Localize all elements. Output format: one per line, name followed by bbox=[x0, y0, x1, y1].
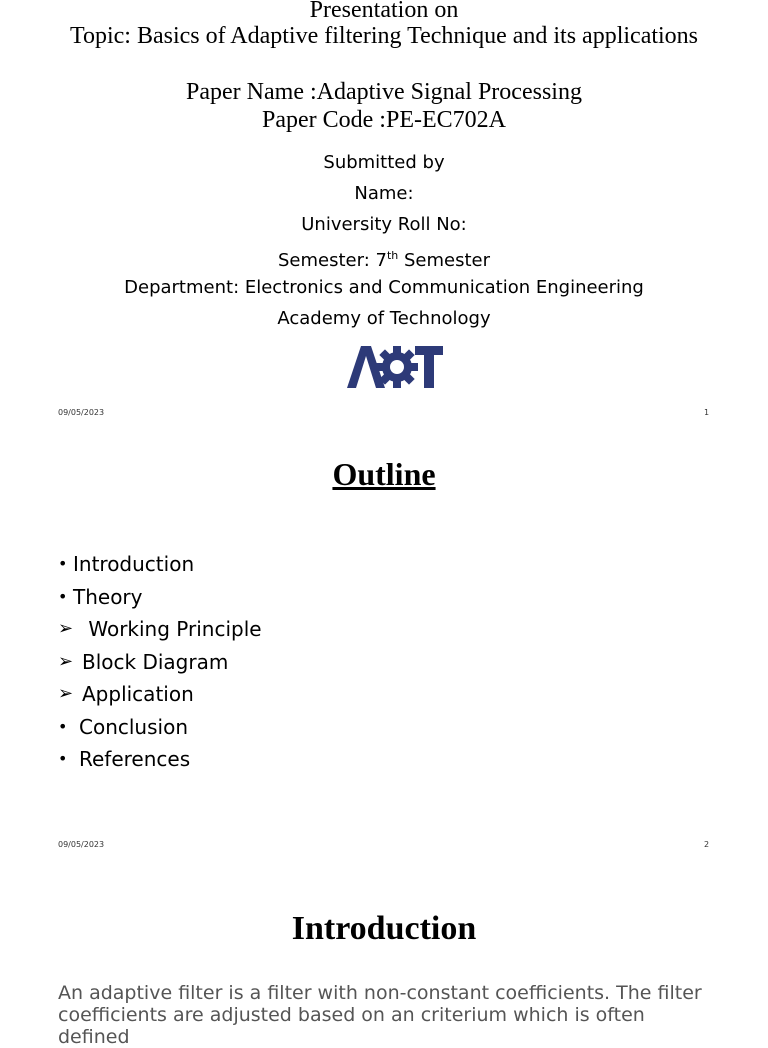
roll-line: University Roll No: bbox=[301, 214, 467, 235]
semester-prefix: Semester: 7 bbox=[278, 250, 387, 271]
institution-line: Academy of Technology bbox=[277, 308, 491, 329]
list-item-label: Conclusion bbox=[79, 714, 188, 739]
semester-suffix: Semester bbox=[398, 250, 490, 271]
department-line: Department: Electronics and Communication Engineering bbox=[124, 277, 644, 298]
presentation-on-line: Presentation on bbox=[309, 0, 459, 23]
slide1-date: 09/05/2023 bbox=[58, 408, 105, 417]
bullet-dot-icon: • bbox=[58, 716, 68, 736]
list-item-label: Theory bbox=[73, 584, 143, 609]
list-item bbox=[58, 743, 262, 776]
slide1-page-number: 1 bbox=[704, 408, 710, 417]
introduction-body: An adaptive filter is a filter with non-constant coefficients. The filter coefficients are adjusted based on an criterium which is often defined bbox=[58, 982, 702, 1048]
list-item-label: Block Diagram bbox=[82, 649, 229, 674]
semester-line bbox=[0, 245, 768, 272]
paper-name-line: Paper Name :Adaptive Signal Processing bbox=[186, 79, 582, 105]
submitted-by-line: Submitted by bbox=[323, 152, 445, 173]
list-item bbox=[58, 581, 262, 614]
title-slide bbox=[0, 0, 768, 432]
list-item bbox=[58, 711, 262, 744]
topic-line: Topic: Basics of Adaptive filtering Technique and its applications bbox=[69, 23, 699, 49]
semester-sup: th bbox=[386, 249, 399, 262]
outline-title: Outline bbox=[332, 456, 436, 492]
bullet-dot-icon: • bbox=[58, 586, 68, 606]
list-item-label: References bbox=[79, 747, 191, 771]
list-item bbox=[58, 678, 262, 711]
list-item-label: Working Principle bbox=[82, 617, 262, 641]
introduction-title: Introduction bbox=[291, 910, 477, 947]
bullet-dot-icon: • bbox=[58, 749, 68, 768]
list-item-label: Introduction bbox=[73, 552, 195, 576]
arrow-bullet-icon: ➢ bbox=[58, 618, 74, 639]
list-item bbox=[58, 646, 262, 679]
slide2-date: 09/05/2023 bbox=[58, 840, 105, 849]
paper-code-line: Paper Code :PE-EC702A bbox=[262, 107, 506, 133]
name-line: Name: bbox=[354, 183, 414, 204]
bullet-dot-icon: • bbox=[58, 554, 68, 573]
list-item-label: Application bbox=[82, 682, 194, 706]
arrow-bullet-icon: ➢ bbox=[58, 650, 74, 672]
arrow-bullet-icon: ➢ bbox=[58, 683, 74, 704]
slide2-page-number: 2 bbox=[704, 840, 710, 849]
list-item bbox=[58, 548, 262, 581]
outline-list bbox=[58, 548, 262, 776]
introduction-slide bbox=[0, 864, 768, 1048]
list-item bbox=[58, 613, 262, 646]
outline-slide bbox=[0, 432, 768, 864]
aot-logo bbox=[345, 342, 445, 392]
